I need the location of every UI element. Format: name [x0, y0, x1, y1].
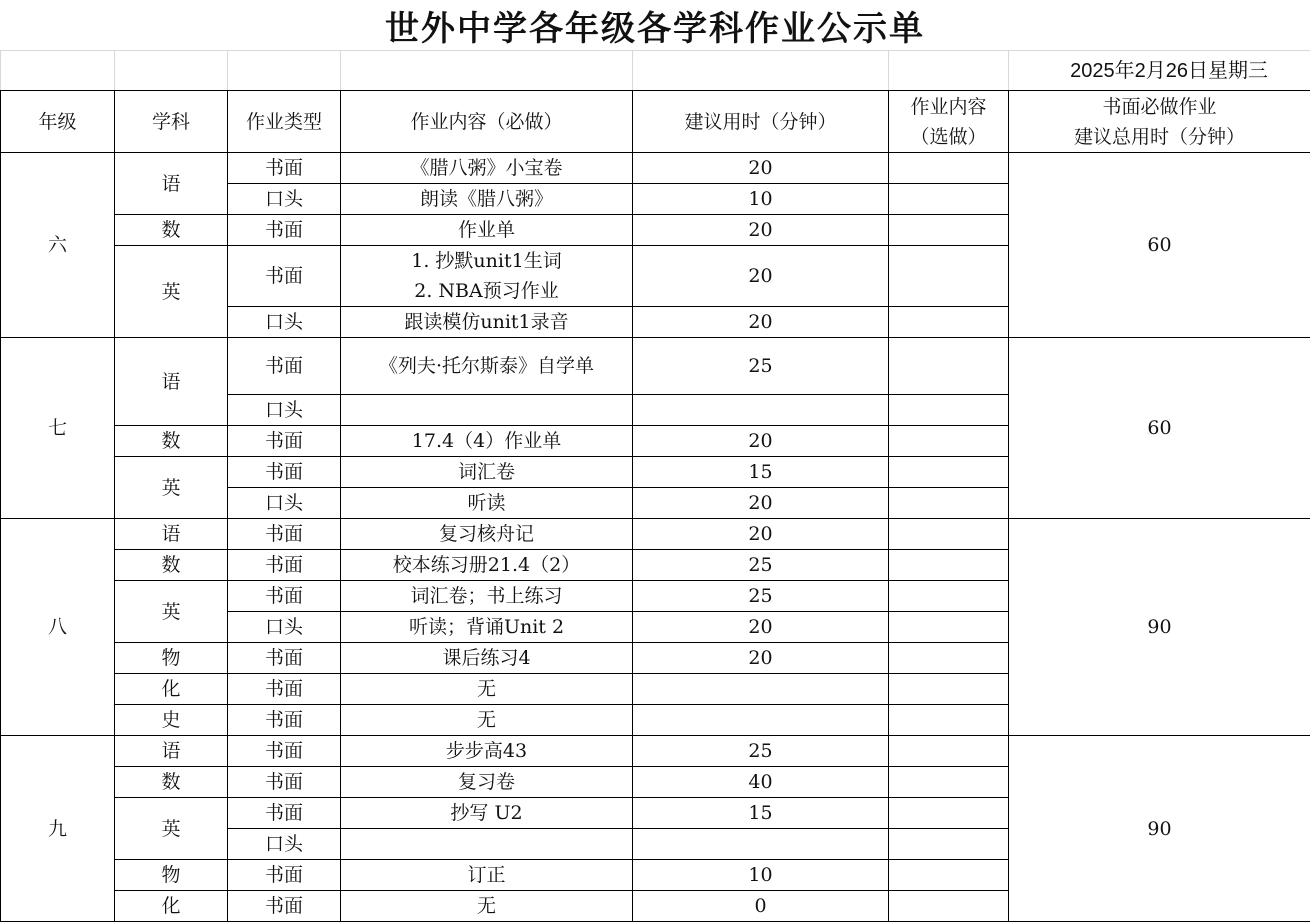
- blank-cell: [1, 51, 115, 91]
- optional-cell: [889, 246, 1009, 307]
- time-cell: 20: [633, 488, 889, 519]
- header-optional-line1: 作业内容: [889, 92, 1008, 122]
- time-cell: [633, 395, 889, 426]
- date-row: [1, 51, 1310, 91]
- optional-cell: [889, 860, 1009, 891]
- header-grade: 年级: [1, 91, 115, 153]
- type-cell: 口头: [228, 184, 341, 215]
- optional-cell: [889, 338, 1009, 395]
- type-cell: 书面: [228, 519, 341, 550]
- optional-cell: [889, 798, 1009, 829]
- total-time-cell: 60: [1009, 153, 1310, 338]
- blank-cell: [341, 51, 633, 91]
- optional-cell: [889, 153, 1009, 184]
- content-cell: [341, 184, 633, 215]
- content-line: 复习核舟记: [341, 519, 632, 549]
- optional-cell: [889, 891, 1009, 922]
- header-optional-line2: （选做）: [889, 122, 1008, 152]
- content-cell: [341, 612, 633, 643]
- content-cell: [341, 215, 633, 246]
- content-line: 听读: [341, 488, 632, 518]
- content-line: 校本练习册21.4（2）: [341, 550, 632, 580]
- time-cell: 25: [633, 736, 889, 767]
- content-line: 作业单: [341, 215, 632, 245]
- time-cell: 10: [633, 184, 889, 215]
- content-cell: [341, 581, 633, 612]
- subject-cell: 英: [115, 798, 228, 860]
- subject-cell: 英: [115, 581, 228, 643]
- subject-cell: 数: [115, 426, 228, 457]
- type-cell: 书面: [228, 736, 341, 767]
- type-cell: 书面: [228, 767, 341, 798]
- time-cell: 20: [633, 643, 889, 674]
- content-line: 《列夫·托尔斯泰》自学单: [341, 351, 632, 381]
- content-line: 2. NBA预习作业: [341, 276, 632, 306]
- time-cell: 0: [633, 891, 889, 922]
- content-cell: [341, 891, 633, 922]
- type-cell: 书面: [228, 643, 341, 674]
- table-row: [1, 519, 1310, 550]
- optional-cell: [889, 307, 1009, 338]
- type-cell: 书面: [228, 581, 341, 612]
- blank-cell: [889, 51, 1009, 91]
- content-cell: [341, 798, 633, 829]
- grade-cell: 七: [1, 338, 115, 519]
- time-cell: [633, 705, 889, 736]
- time-cell: 20: [633, 153, 889, 184]
- content-cell: [341, 550, 633, 581]
- content-line: 复习卷: [341, 767, 632, 797]
- type-cell: 书面: [228, 426, 341, 457]
- type-cell: 口头: [228, 307, 341, 338]
- header-time: 建议用时（分钟）: [633, 91, 889, 153]
- subject-cell: 数: [115, 767, 228, 798]
- content-line: 词汇卷: [341, 457, 632, 487]
- header-row: [1, 91, 1310, 153]
- type-cell: 书面: [228, 798, 341, 829]
- content-cell: [341, 705, 633, 736]
- optional-cell: [889, 767, 1009, 798]
- subject-cell: 语: [115, 338, 228, 426]
- optional-cell: [889, 829, 1009, 860]
- type-cell: 书面: [228, 153, 341, 184]
- blank-cell: [633, 51, 889, 91]
- type-cell: 书面: [228, 215, 341, 246]
- optional-cell: [889, 674, 1009, 705]
- content-line: 无: [341, 891, 632, 921]
- type-cell: 书面: [228, 891, 341, 922]
- optional-cell: [889, 395, 1009, 426]
- header-type: 作业类型: [228, 91, 341, 153]
- total-time-cell: 90: [1009, 736, 1310, 922]
- time-cell: 20: [633, 246, 889, 307]
- content-line: 17.4（4）作业单: [341, 426, 632, 456]
- content-line: 《腊八粥》小宝卷: [341, 153, 632, 183]
- type-cell: 口头: [228, 612, 341, 643]
- type-cell: 书面: [228, 338, 341, 395]
- time-cell: 20: [633, 426, 889, 457]
- content-line: 抄写 U2: [341, 798, 632, 828]
- header-total-line2: 建议总用时（分钟）: [1009, 122, 1310, 152]
- type-cell: 书面: [228, 550, 341, 581]
- content-cell: [341, 674, 633, 705]
- content-line: 步步高43: [341, 736, 632, 766]
- time-cell: 25: [633, 338, 889, 395]
- optional-cell: [889, 643, 1009, 674]
- optional-cell: [889, 426, 1009, 457]
- page-title: 世外中学各年级各学科作业公示单: [0, 0, 1310, 50]
- subject-cell: 物: [115, 860, 228, 891]
- header-total: [1009, 91, 1310, 153]
- content-cell: [341, 767, 633, 798]
- optional-cell: [889, 612, 1009, 643]
- time-cell: 20: [633, 612, 889, 643]
- subject-cell: 化: [115, 891, 228, 922]
- table-row: [1, 736, 1310, 767]
- content-cell: [341, 153, 633, 184]
- time-cell: 15: [633, 457, 889, 488]
- type-cell: 书面: [228, 705, 341, 736]
- time-cell: 25: [633, 550, 889, 581]
- type-cell: 口头: [228, 488, 341, 519]
- content-line: 1. 抄默unit1生词: [341, 246, 632, 276]
- content-cell: [341, 829, 633, 860]
- type-cell: 书面: [228, 860, 341, 891]
- blank-cell: [228, 51, 341, 91]
- content-line: 课后练习4: [341, 643, 632, 673]
- subject-cell: 语: [115, 519, 228, 550]
- subject-cell: 英: [115, 246, 228, 338]
- content-cell: [341, 643, 633, 674]
- content-line: 朗读《腊八粥》: [341, 184, 632, 214]
- content-cell: [341, 488, 633, 519]
- total-time-cell: 60: [1009, 338, 1310, 519]
- optional-cell: [889, 519, 1009, 550]
- subject-cell: 语: [115, 153, 228, 215]
- optional-cell: [889, 184, 1009, 215]
- header-subject: 学科: [115, 91, 228, 153]
- grade-cell: 六: [1, 153, 115, 338]
- optional-cell: [889, 215, 1009, 246]
- type-cell: 书面: [228, 246, 341, 307]
- content-cell: [341, 736, 633, 767]
- total-time-cell: 90: [1009, 519, 1310, 736]
- content-line: 听读；背诵Unit 2: [341, 612, 632, 642]
- header-content: 作业内容（必做）: [341, 91, 633, 153]
- content-line: 无: [341, 674, 632, 704]
- blank-cell: [115, 51, 228, 91]
- type-cell: 口头: [228, 829, 341, 860]
- content-cell: [341, 519, 633, 550]
- table-row: [1, 338, 1310, 395]
- subject-cell: 化: [115, 674, 228, 705]
- content-line: 订正: [341, 860, 632, 890]
- grade-cell: 九: [1, 736, 115, 922]
- content-cell: [341, 426, 633, 457]
- grade-cell: 八: [1, 519, 115, 736]
- subject-cell: 英: [115, 457, 228, 519]
- time-cell: 20: [633, 307, 889, 338]
- type-cell: 书面: [228, 457, 341, 488]
- time-cell: [633, 829, 889, 860]
- content-cell: [341, 457, 633, 488]
- content-line: 无: [341, 705, 632, 735]
- content-cell: [341, 395, 633, 426]
- content-cell: [341, 246, 633, 307]
- time-cell: 25: [633, 581, 889, 612]
- time-cell: [633, 674, 889, 705]
- type-cell: 口头: [228, 395, 341, 426]
- content-line: 词汇卷；书上练习: [341, 581, 632, 611]
- optional-cell: [889, 488, 1009, 519]
- subject-cell: 史: [115, 705, 228, 736]
- time-cell: 20: [633, 519, 889, 550]
- optional-cell: [889, 550, 1009, 581]
- content-cell: [341, 338, 633, 395]
- subject-cell: 物: [115, 643, 228, 674]
- homework-table: [0, 50, 1310, 922]
- table-row: [1, 153, 1310, 184]
- header-total-line1: 书面必做作业: [1009, 92, 1310, 122]
- optional-cell: [889, 457, 1009, 488]
- content-line: 跟读模仿unit1录音: [341, 307, 632, 337]
- time-cell: 20: [633, 215, 889, 246]
- time-cell: 10: [633, 860, 889, 891]
- content-cell: [341, 860, 633, 891]
- subject-cell: 数: [115, 215, 228, 246]
- subject-cell: 数: [115, 550, 228, 581]
- type-cell: 书面: [228, 674, 341, 705]
- homework-table-body: [1, 51, 1310, 922]
- subject-cell: 语: [115, 736, 228, 767]
- content-cell: [341, 307, 633, 338]
- time-cell: 40: [633, 767, 889, 798]
- optional-cell: [889, 705, 1009, 736]
- time-cell: 15: [633, 798, 889, 829]
- date-label: 2025年2月26日星期三: [1009, 51, 1310, 91]
- optional-cell: [889, 581, 1009, 612]
- header-optional: [889, 91, 1009, 153]
- optional-cell: [889, 736, 1009, 767]
